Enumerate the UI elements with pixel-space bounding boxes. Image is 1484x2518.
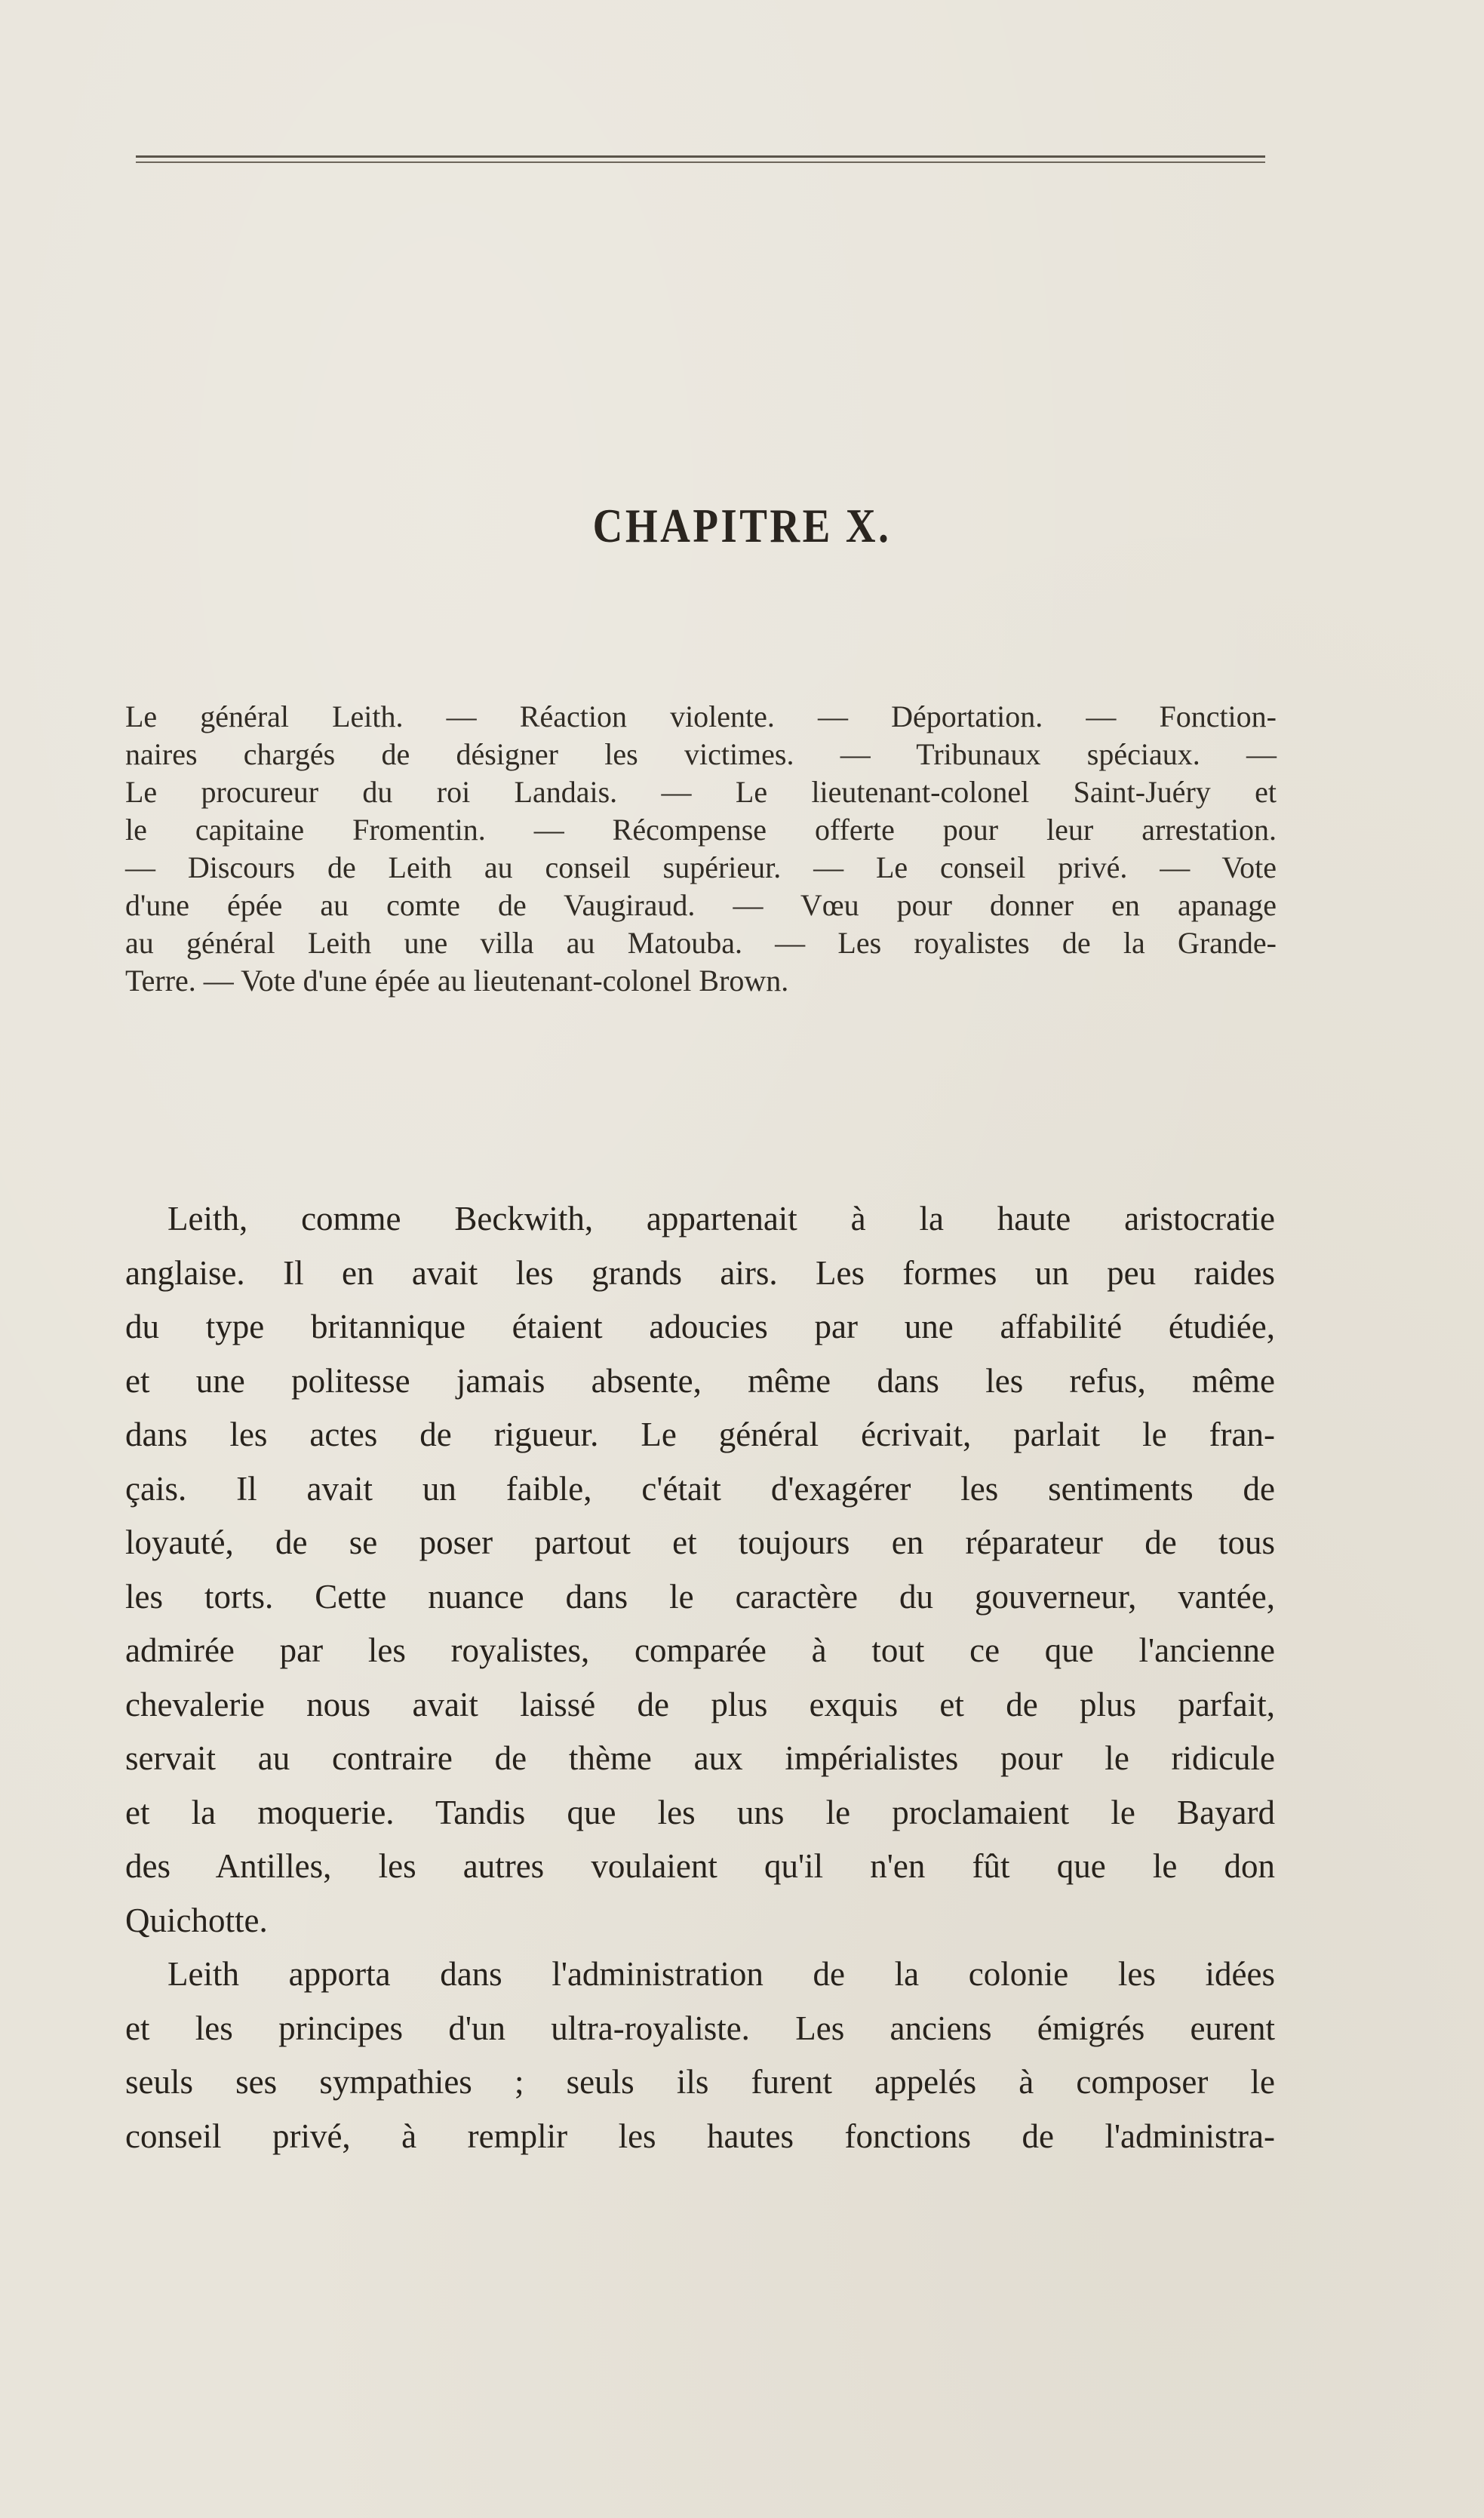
summary-line: naires chargés de désigner les victimes. — Tribunaux spéciaux. — bbox=[125, 737, 1277, 771]
summary-line: Terre. — Vote d'une épée au lieutenant-colonel Brown. bbox=[125, 964, 789, 998]
body-line: Quichotte. bbox=[125, 1901, 268, 1939]
body-line: Leith, comme Beckwith, appartenait à la haute aristocratie bbox=[167, 1200, 1275, 1237]
body-line: conseil privé, à remplir les hautes fonctions de l'administra- bbox=[125, 2117, 1275, 2155]
top-rule bbox=[136, 155, 1265, 158]
body-line: Leith apporta dans l'administration de la colonie les idées bbox=[167, 1955, 1275, 1993]
summary-line: Le procureur du roi Landais. — Le lieutenant-colonel Saint-Juéry et bbox=[125, 775, 1277, 809]
summary-line: — Discours de Leith au conseil supérieur. — Le conseil privé. — Vote bbox=[125, 850, 1277, 884]
top-rule-secondary bbox=[136, 161, 1265, 163]
body-line: et la moquerie. Tandis que les uns le proclamaient le Bayard bbox=[125, 1793, 1275, 1831]
body-line: dans les actes de rigueur. Le général écrivait, parlait le fran- bbox=[125, 1416, 1275, 1453]
body-line: et une politesse jamais absente, même dans les refus, même bbox=[125, 1361, 1275, 1400]
body-line: anglaise. Il en avait les grands airs. Les formes un peu raides bbox=[125, 1253, 1275, 1292]
body-text bbox=[125, 1192, 1275, 2163]
body-line: et les principes d'un ultra-royaliste. Les anciens émigrés eurent bbox=[125, 2009, 1275, 2047]
summary-line: le capitaine Fromentin. — Récompense offerte pour leur arrestation. bbox=[125, 813, 1277, 847]
summary-line: d'une épée au comte de Vaugiraud. — Vœu pour donner en apanage bbox=[125, 888, 1277, 922]
body-line: les torts. Cette nuance dans le caractère du gouverneur, vantée, bbox=[125, 1577, 1275, 1616]
body-line: admirée par les royalistes, comparée à tout ce que l'ancienne bbox=[125, 1631, 1275, 1669]
body-line: servait au contraire de thème aux impérialistes pour le ridicule bbox=[125, 1739, 1275, 1777]
body-line: loyauté, de se poser partout et toujours en réparateur de tous bbox=[125, 1523, 1275, 1561]
body-line: du type britannique étaient adoucies par une affabilité étudiée, bbox=[125, 1308, 1275, 1345]
body-line: des Antilles, les autres voulaient qu'il n'en fût que le don bbox=[125, 1847, 1275, 1885]
chapter-summary bbox=[125, 698, 1277, 1000]
chapter-title: CHAPITRE X. bbox=[592, 499, 892, 552]
body-line: çais. Il avait un faible, c'était d'exagérer les sentiments de bbox=[125, 1469, 1275, 1508]
body-line: chevalerie nous avait laissé de plus exquis et de plus parfait, bbox=[125, 1685, 1275, 1723]
summary-line: Le général Leith. — Réaction violente. — Déportation. — Fonction- bbox=[125, 699, 1277, 733]
summary-line: au général Leith une villa au Matouba. — Les royalistes de la Grande- bbox=[125, 926, 1277, 960]
body-line: seuls ses sympathies ; seuls ils furent appelés à composer le bbox=[125, 2063, 1275, 2101]
